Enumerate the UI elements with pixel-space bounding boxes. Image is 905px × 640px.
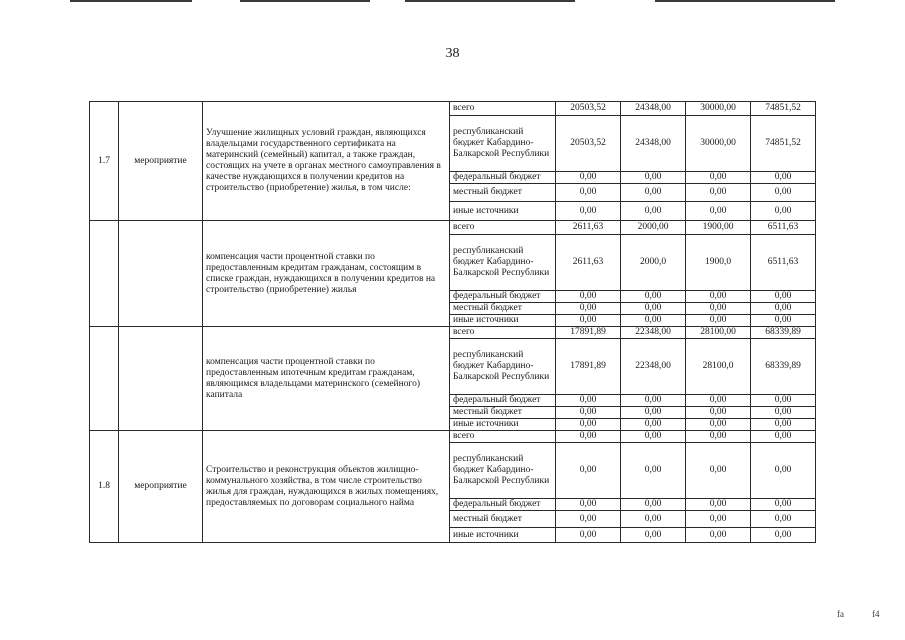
item-type: мероприятие [119,431,203,543]
item-description: Улучшение жилищных условий граждан, являющихся владельцами государственного сертификата на материнский (семейный) капитал, а также граждан, состоящих на учете в органах местного самоуправления в качестве нуждающихся в получении кредитов на строительство (приобретение) жилья, в том числе: [203,102,450,221]
amount-cell: 74851,52 [751,116,816,172]
amount-cell: 0,00 [686,443,751,499]
table-row [90,327,816,339]
funding-source-label: иные источники [450,202,556,221]
amount-cell: 0,00 [751,172,816,184]
amount-cell: 0,00 [686,528,751,543]
amount-cell: 0,00 [556,291,621,303]
amount-cell: 0,00 [556,407,621,419]
funding-source-label: местный бюджет [450,184,556,202]
funding-source-label: республиканский бюджет Кабардино-Балкарской Республики [450,443,556,499]
funding-source-label: иные источники [450,419,556,431]
amount-cell: 22348,00 [621,327,686,339]
funding-source-label: местный бюджет [450,407,556,419]
funding-source-label: федеральный бюджет [450,172,556,184]
amount-cell: 0,00 [751,419,816,431]
amount-cell: 28100,0 [686,339,751,395]
corner-mark-2: f4 [872,609,880,619]
amount-cell: 0,00 [686,303,751,315]
amount-cell: 0,00 [556,443,621,499]
amount-cell: 0,00 [556,202,621,221]
amount-cell: 0,00 [621,184,686,202]
item-description: компенсация части процентной ставки по предоставленным кредитам гражданам, состоящим в списке граждан, нуждающихся в получении кредитов на строительство (приобретение) жилья [203,221,450,327]
amount-cell: 0,00 [556,499,621,511]
amount-cell: 68339,89 [751,327,816,339]
item-type [119,327,203,431]
item-number: 1.8 [90,431,119,543]
amount-cell: 28100,00 [686,327,751,339]
amount-cell: 0,00 [751,395,816,407]
amount-cell: 0,00 [686,499,751,511]
amount-cell: 0,00 [686,172,751,184]
table-row [90,221,816,235]
funding-source-label: федеральный бюджет [450,395,556,407]
amount-cell: 0,00 [621,443,686,499]
amount-cell: 0,00 [751,431,816,443]
amount-cell: 0,00 [556,395,621,407]
amount-cell: 0,00 [686,184,751,202]
amount-cell: 0,00 [751,407,816,419]
funding-source-label: всего [450,221,556,235]
amount-cell: 1900,00 [686,221,751,235]
scan-border-mid2 [405,0,575,2]
amount-cell: 17891,89 [556,339,621,395]
item-description: компенсация части процентной ставки по предоставленным ипотечным кредитам гражданам, являющимся владельцами материнского (семейного) капитала [203,327,450,431]
amount-cell: 22348,00 [621,339,686,395]
amount-cell: 0,00 [621,528,686,543]
amount-cell: 0,00 [751,528,816,543]
page-number: 38 [445,46,460,61]
amount-cell: 0,00 [751,443,816,499]
amount-cell: 0,00 [686,511,751,528]
amount-cell: 0,00 [556,431,621,443]
table-row [90,102,816,116]
amount-cell: 0,00 [621,419,686,431]
amount-cell: 0,00 [556,315,621,327]
amount-cell: 0,00 [751,511,816,528]
item-number [90,221,119,327]
amount-cell: 2611,63 [556,235,621,291]
amount-cell: 0,00 [556,419,621,431]
amount-cell: 17891,89 [556,327,621,339]
amount-cell: 0,00 [686,419,751,431]
funding-source-label: республиканский бюджет Кабардино-Балкарской Республики [450,339,556,395]
amount-cell: 0,00 [686,431,751,443]
funding-source-label: местный бюджет [450,303,556,315]
funding-source-label: республиканский бюджет Кабардино-Балкарской Республики [450,235,556,291]
item-type [119,221,203,327]
amount-cell: 6511,63 [751,235,816,291]
amount-cell: 20503,52 [556,116,621,172]
amount-cell: 2000,00 [621,221,686,235]
table-row [90,431,816,443]
funding-source-label: всего [450,327,556,339]
amount-cell: 0,00 [556,184,621,202]
item-description: Строительство и реконструкция объектов жилищно-коммунального хозяйства, в том числе строительство жилья для граждан, нуждающихся в жилых помещениях, предоставляемых по договорам социального найма [203,431,450,543]
amount-cell: 30000,00 [686,102,751,116]
amount-cell: 0,00 [621,407,686,419]
amount-cell: 0,00 [686,202,751,221]
item-number [90,327,119,431]
scan-border-mid1 [240,0,370,2]
amount-cell: 74851,52 [751,102,816,116]
funding-source-label: иные источники [450,528,556,543]
amount-cell: 0,00 [556,511,621,528]
amount-cell: 1900,0 [686,235,751,291]
funding-source-label: всего [450,431,556,443]
amount-cell: 0,00 [556,528,621,543]
amount-cell: 0,00 [621,315,686,327]
amount-cell: 30000,00 [686,116,751,172]
amount-cell: 0,00 [686,407,751,419]
amount-cell: 24348,00 [621,102,686,116]
amount-cell: 0,00 [621,291,686,303]
amount-cell: 0,00 [621,172,686,184]
scan-border-left [70,0,192,2]
amount-cell: 0,00 [621,511,686,528]
amount-cell: 24348,00 [621,116,686,172]
amount-cell: 0,00 [621,395,686,407]
corner-mark-1: fa [837,609,844,619]
amount-cell: 68339,89 [751,339,816,395]
amount-cell: 0,00 [556,303,621,315]
funding-source-label: федеральный бюджет [450,291,556,303]
amount-cell: 0,00 [751,315,816,327]
funding-source-label: республиканский бюджет Кабардино-Балкарской Республики [450,116,556,172]
amount-cell: 0,00 [621,303,686,315]
amount-cell: 0,00 [751,291,816,303]
funding-source-label: местный бюджет [450,511,556,528]
amount-cell: 0,00 [556,172,621,184]
amount-cell: 0,00 [686,395,751,407]
funding-source-label: всего [450,102,556,116]
amount-cell: 0,00 [621,202,686,221]
budget-table [89,101,816,543]
amount-cell: 2000,0 [621,235,686,291]
funding-source-label: федеральный бюджет [450,499,556,511]
amount-cell: 20503,52 [556,102,621,116]
amount-cell: 0,00 [751,303,816,315]
item-number: 1.7 [90,102,119,221]
amount-cell: 2611,63 [556,221,621,235]
amount-cell: 6511,63 [751,221,816,235]
amount-cell: 0,00 [751,202,816,221]
amount-cell: 0,00 [621,499,686,511]
amount-cell: 0,00 [751,499,816,511]
amount-cell: 0,00 [686,291,751,303]
scan-border-right [655,0,835,2]
funding-source-label: иные источники [450,315,556,327]
item-type: мероприятие [119,102,203,221]
amount-cell: 0,00 [621,431,686,443]
amount-cell: 0,00 [751,184,816,202]
amount-cell: 0,00 [686,315,751,327]
